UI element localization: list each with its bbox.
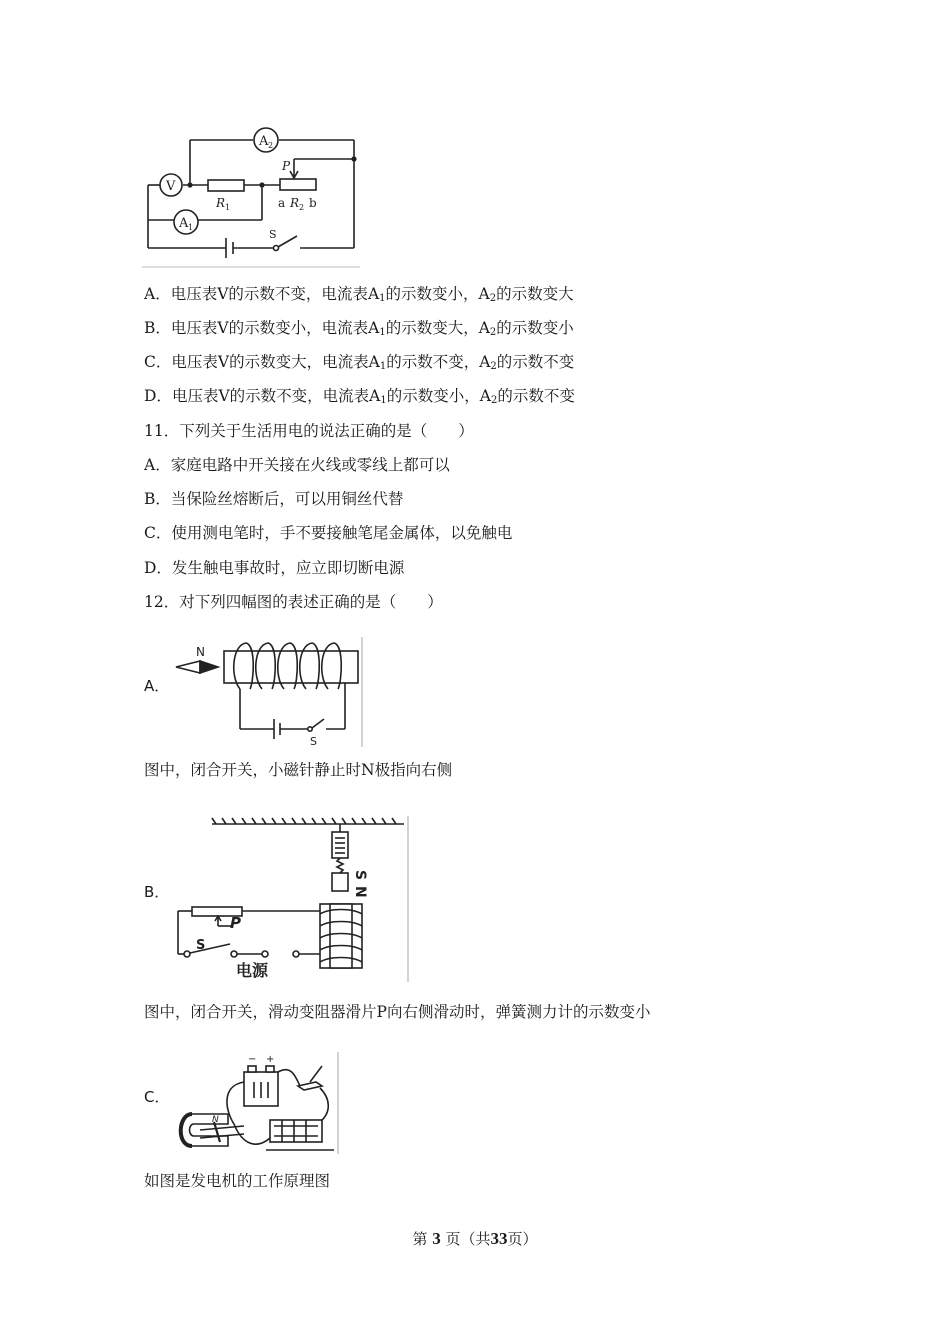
q12-b-letter: B．	[144, 883, 170, 901]
page-footer: 第 3 页（共33页）	[412, 1229, 538, 1248]
q11-option-a: A．家庭电路中开关接在火线或零线上都可以	[144, 456, 450, 474]
q12-a-letter: A．	[144, 677, 170, 695]
page-number: 3	[432, 1229, 441, 1248]
q11-option-c: C．使用测电笔时，手不要接触笔尾金属体，以免触电	[144, 524, 513, 542]
q12-b-description: 图中，闭合开关，滑动变阻器滑片P向右侧滑动时，弹簧测力计的示数变小	[144, 1003, 651, 1021]
q12-a-description: 图中，闭合开关，小磁针静止时N极指向右侧	[144, 761, 453, 779]
q10-option-c: C．电压表V的示数变大，电流表$A_1$的示数不变，$A_2$的示数不变	[144, 353, 575, 372]
q11-option-d: D．发生触电事故时，应立即切断电源	[144, 559, 405, 577]
q10-option-d: D．电压表V的示数不变，电流表$A_1$的示数变小，$A_2$的示数不变	[144, 387, 575, 406]
end-a-label: a	[278, 196, 286, 210]
ammeter2-subscript: 2	[268, 141, 274, 150]
q12-stem: 12．对下列四幅图的表述正确的是（ ）	[144, 593, 443, 611]
generator-experiment-diagram	[170, 1052, 342, 1156]
magnet-n-label: N	[212, 1115, 219, 1125]
end-b-label: b	[309, 196, 317, 210]
r1-subscript: 1	[225, 203, 231, 212]
slider-p-label: P	[282, 159, 291, 173]
solenoid-compass-diagram	[170, 637, 366, 749]
q12-c-description: 如图是发电机的工作原理图	[144, 1172, 331, 1190]
q12-b-figure	[170, 814, 412, 984]
power-source-label: 电源	[236, 961, 269, 980]
compass-n-label: N	[196, 645, 205, 659]
r2-label: R	[290, 196, 300, 210]
battery-minus-label: −	[248, 1054, 257, 1065]
q11-option-b: B．当保险丝熔断后，可以用铜丝代替	[144, 490, 404, 508]
ammeter1-subscript: 1	[188, 223, 194, 232]
q11-stem: 11．下列关于生活用电的说法正确的是（ ）	[144, 422, 474, 440]
voltmeter-label: V	[166, 179, 176, 194]
q10-option-a: A．电压表V的示数不变，电流表$A_1$的示数变小，$A_2$的示数变大	[144, 285, 574, 304]
switch-s-label: S	[310, 735, 317, 748]
q12-a-figure	[170, 637, 366, 749]
r2-subscript: 2	[299, 203, 305, 212]
r1-label: R	[216, 196, 226, 210]
switch-label: S	[269, 228, 277, 241]
spring-balance-electromagnet-diagram	[170, 814, 412, 984]
ammeter1-label: A	[179, 216, 189, 231]
total-pages: 33	[490, 1229, 508, 1248]
q12-c-letter: C．	[144, 1088, 170, 1106]
ammeter2-label: A	[259, 134, 269, 149]
switch-s-label: S	[196, 938, 206, 953]
battery-plus-label: +	[266, 1054, 275, 1065]
circuit-diagram	[142, 125, 364, 269]
magnet-s-label: S	[352, 870, 368, 881]
q12-c-figure	[170, 1052, 342, 1156]
circuit-figure-q10	[142, 125, 364, 269]
q10-option-b: B．电压表V的示数变小，电流表$A_1$的示数变大，$A_2$的示数变小	[144, 319, 574, 338]
rheostat-p-label: P	[230, 914, 241, 932]
magnet-n-label: N	[352, 886, 368, 898]
